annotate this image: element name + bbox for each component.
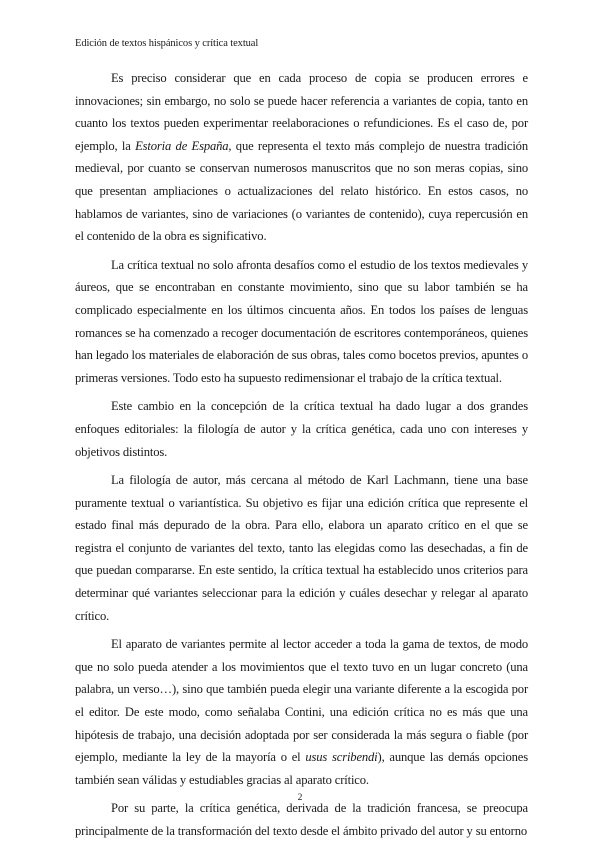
paragraph: Por su parte, la crítica genética, derivada de la tradición francesa, se preocupa principalmente de la transformación del texto desde el ámbito privado del autor y su entorno <box>75 801 528 838</box>
paragraph: El aparato de variantes permite al lector acceder a toda la gama de textos, de modo que no solo pueda atender a los movimientos que el texto tuvo en un lugar concreto (una palabra, un verso…), sino que también pueda elegir una variante diferente a la escogida por el editor. De este modo, como señalaba Contini, una edición crítica no es más que una hipótesis de trabajo, una decisión adoptada por ser considerada la más segura o fiable (por ejemplo, mediante la ley de la mayoría o el usus scribendi), aunque las demás opciones también sean válidas y estudiables gracias al aparato crítico. <box>75 637 528 787</box>
page-number: 2 <box>297 793 303 803</box>
paragraph: La crítica textual no solo afronta desafíos como el estudio de los textos medievales y áureos, que se encontraban en constante movimiento, sino que su labor también se ha complicado especialmente en los últimos cincuenta años. En todos los países de lenguas romances se ha comenzado a recoger documentación de escritores contemporáneos, quienes han legado los materiales de elaboración de sus obras, tales como bocetos previos, apuntes o primeras versiones. Todo esto ha supuesto redimensionar el trabajo de la crítica textual. <box>75 257 528 385</box>
paragraph: La filología de autor, más cercana al método de Karl Lachmann, tiene una base puramente textual o variantística. Su objetivo es fijar una edición crítica que represente el estado final más depurado de la obra. Para ello, elabora un aparato crítico en el que se registra el conjunto de variantes del texto, tanto las elegidas como las desechadas, a fin de que puedan compararse. En este sentido, la crítica textual ha establecido unos criterios para determinar qué variantes seleccionar para la edición y cuáles desechar y relegar al aparato crítico. <box>75 473 528 623</box>
body-text <box>75 67 528 843</box>
paragraph: Este cambio en la concepción de la crítica textual ha dado lugar a dos grandes enfoques editoriales: la filología de autor y la crítica genética, cada uno con intereses y objetivos distintos. <box>75 399 528 459</box>
work-title: Estoria de España <box>135 138 229 153</box>
paragraph: Es preciso considerar que en cada proceso de copia se producen errores e innovaciones; sin embargo, no solo se puede hacer referencia a variantes de copia, tanto en cuanto los textos pueden experimentar reelaboraciones o refundiciones. Es el caso de, por ejemplo, la Estoria de España, que representa el texto más complejo de nuestra tradición medieval, por cuanto se conservan numerosos manuscritos que no son meras copias, sino que presentan ampliaciones o actualizaciones del relato histórico. En estos casos, no hablamos de variantes, sino de variaciones (o variantes de contenido), cuya repercusión en el contenido de la obra es significativo. <box>75 71 528 244</box>
latin-term: usus scribendi <box>305 750 378 765</box>
running-header: Edición de textos hispánicos y crítica textual <box>75 38 259 49</box>
